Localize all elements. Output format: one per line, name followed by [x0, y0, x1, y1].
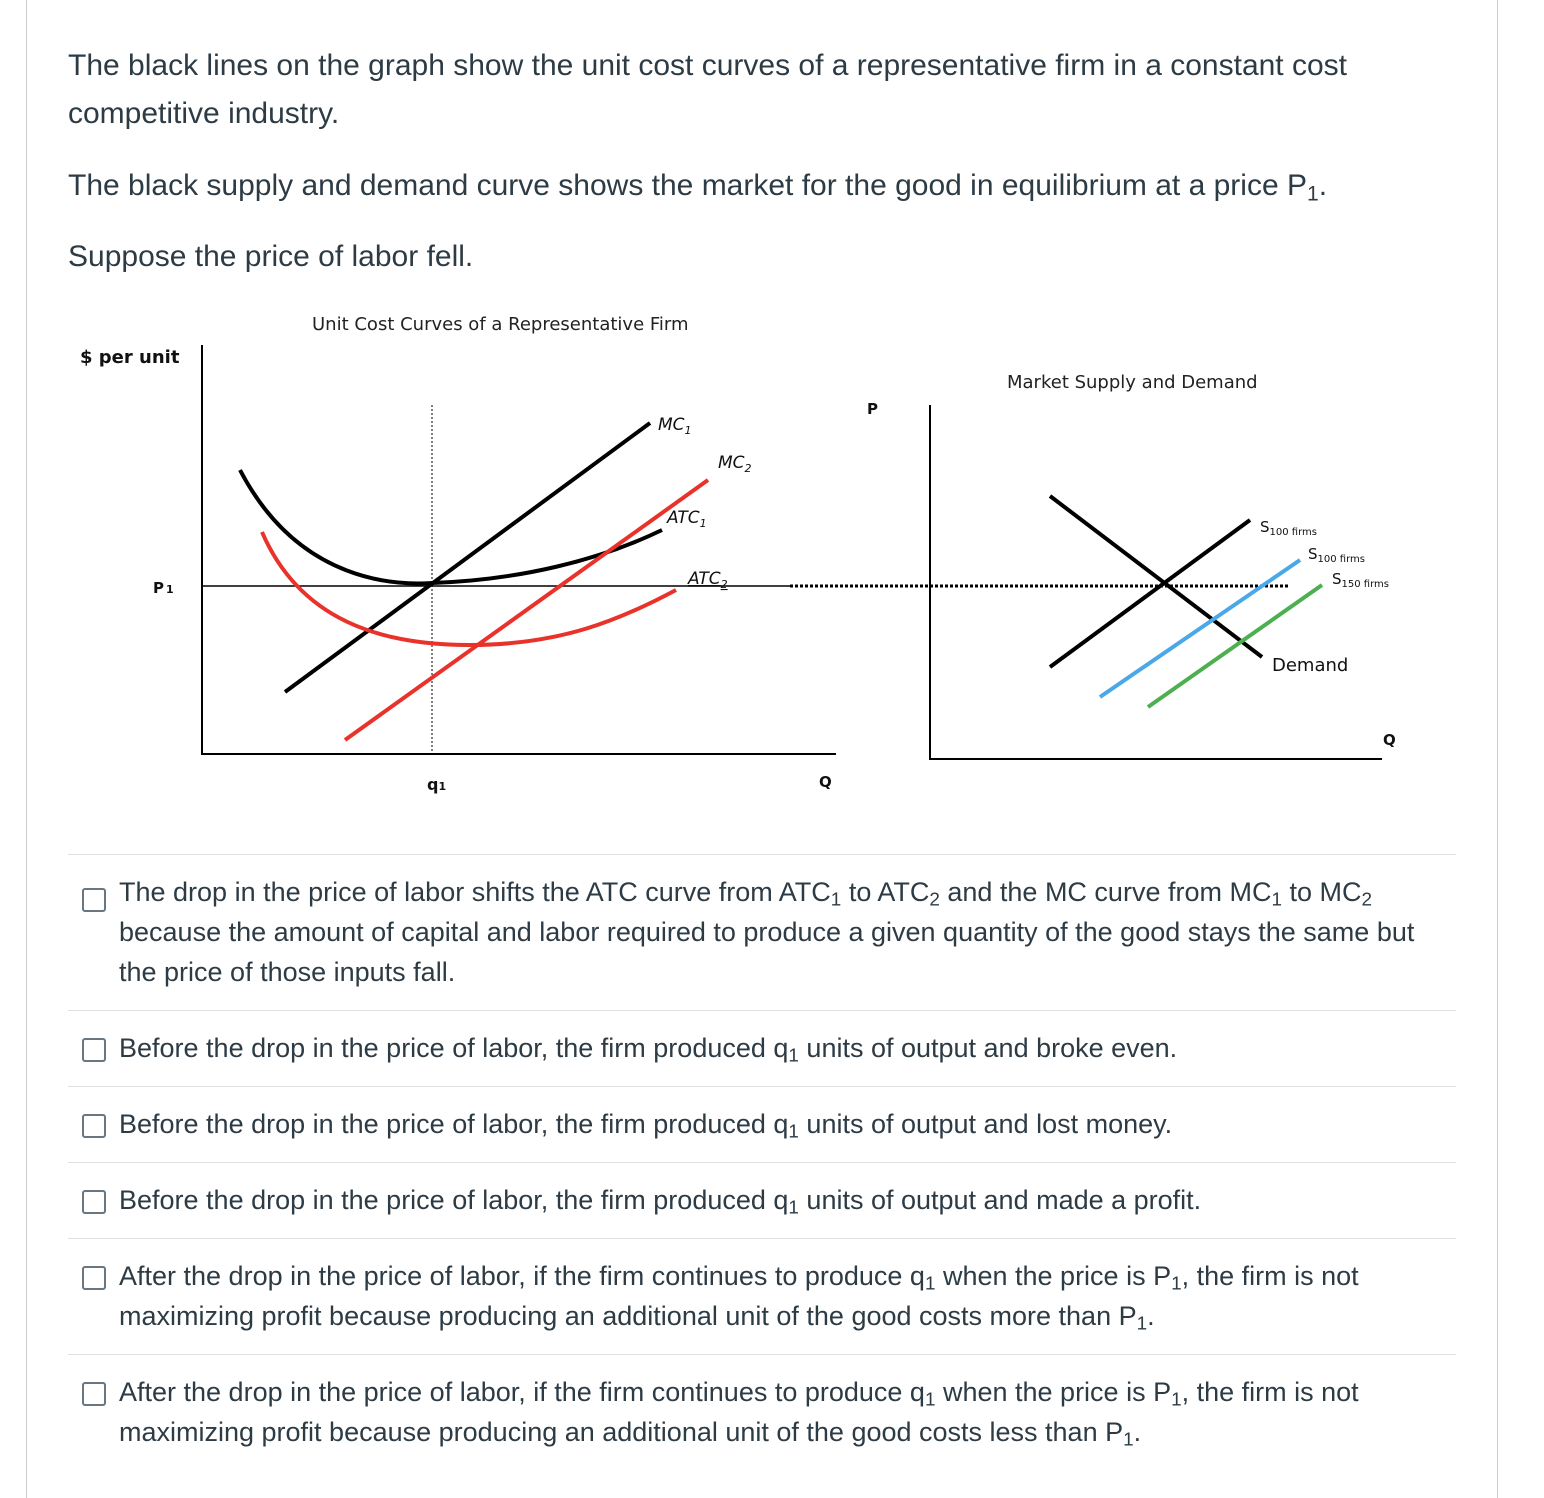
- answer-option-text: The drop in the price of labor shifts the ATC curve from $ATC_1$ to $ATC_2$ and the MC curve from $MC_1$ to $MC_2$ because the amount of capital and labor required to produce a given quantity of the good stays the same but the price of those inputs fall.: [119, 877, 1415, 987]
- answer-option-text: After the drop in the price of labor, if the firm continues to produce $q_1$ when the price is $P_1$, the firm is not maximizing profit because producing an additional unit of the good costs less than $P_1$.: [119, 1377, 1359, 1451]
- question-paragraph-2: [68, 162, 1448, 210]
- left-y-axis-label: $ per unit: [80, 347, 180, 368]
- mc1-label: $MC_1$: [658, 415, 692, 437]
- checkbox[interactable]: [82, 1266, 106, 1290]
- answer-option-1[interactable]: [68, 854, 1456, 1011]
- mc2-label: $MC_2$: [718, 453, 752, 475]
- q1-label: q1: [427, 775, 447, 794]
- right-graph-title: Market Supply and Demand: [1007, 372, 1258, 393]
- s2-label: $S_{100 firms}$: [1308, 545, 1365, 565]
- answer-option-2[interactable]: [68, 1010, 1456, 1087]
- checkbox[interactable]: [82, 1114, 106, 1138]
- left-graph-title: Unit Cost Curves of a Representative Firm: [312, 314, 689, 335]
- right-y-axis-label: P: [867, 400, 878, 418]
- answer-option-text: After the drop in the price of labor, if the firm continues to produce $q_1$ when the price is $P_1$, the firm is not maximizing profit because producing an additional unit of the good costs more than $P_1$.: [119, 1261, 1359, 1335]
- demand-label: Demand: [1272, 655, 1349, 676]
- s3-label: $S_{150 firms}$: [1332, 570, 1389, 590]
- answer-option-text: Before the drop in the price of labor, the firm produced $q_1$ units of output and made a profit.: [119, 1185, 1202, 1219]
- atc2-label: $ATC_2$: [688, 569, 728, 591]
- p1-label: P 1: [153, 579, 174, 597]
- answer-option-4[interactable]: [68, 1162, 1456, 1239]
- atc1-label: $ATC_1$: [667, 508, 707, 530]
- para2-subscript: 1: [1307, 182, 1319, 206]
- supply-100-firms-new: [1100, 560, 1300, 697]
- question-paragraph-1: The black lines on the graph show the unit cost curves of a representative firm in a constant cost competitive industry.: [68, 49, 1347, 130]
- answer-option-text: Before the drop in the price of labor, the firm produced $q_1$ units of output and lost money.: [119, 1109, 1173, 1143]
- checkbox[interactable]: [82, 888, 106, 912]
- question-paragraph-3: Suppose the price of labor fell.: [68, 240, 474, 273]
- cost-curves-graph: [60, 300, 1420, 800]
- para2-text: The black supply and demand curve shows the market for the good in equilibrium at a price P: [68, 169, 1307, 202]
- checkbox[interactable]: [82, 1190, 106, 1214]
- answer-option-3[interactable]: [68, 1086, 1456, 1163]
- supply-100-firms-original: [1050, 520, 1250, 667]
- checkbox[interactable]: [82, 1382, 106, 1406]
- right-x-axis-label: Q: [1383, 731, 1396, 749]
- atc1-curve: [240, 470, 662, 583]
- answer-option-5[interactable]: [68, 1238, 1456, 1355]
- demand-curve: [1050, 496, 1262, 657]
- para2-end: .: [1318, 169, 1328, 202]
- answer-option-6[interactable]: [68, 1354, 1456, 1471]
- s1-label: $S_{100 firms}$: [1260, 518, 1317, 538]
- answer-option-text: Before the drop in the price of labor, the firm produced $q_1$ units of output and broke even.: [119, 1033, 1178, 1067]
- left-x-axis-label: Q: [819, 773, 832, 791]
- checkbox[interactable]: [82, 1038, 106, 1062]
